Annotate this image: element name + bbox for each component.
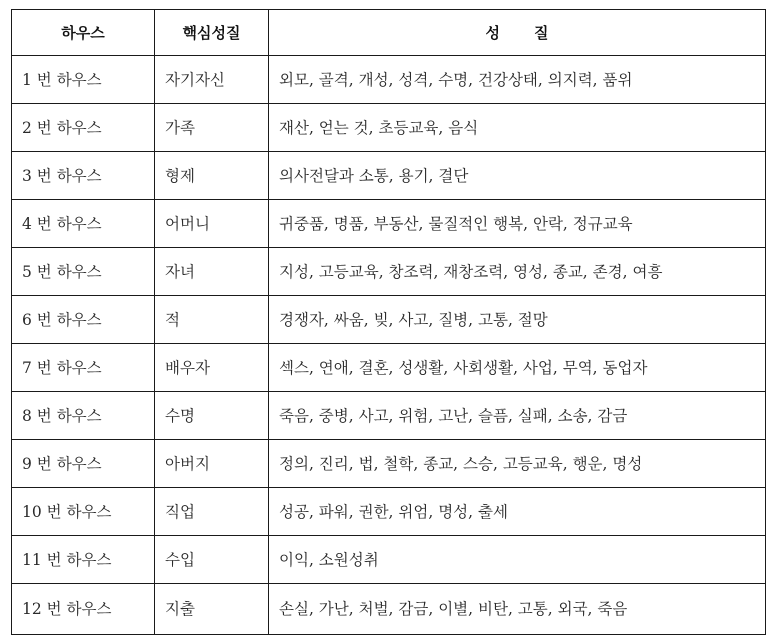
table-header [12, 10, 766, 56]
table-row [12, 440, 766, 488]
nature-cell: 지성, 고등교육, 창조력, 재창조력, 영성, 종교, 존경, 여흥 [269, 248, 766, 296]
nature-cell: 의사전달과 소통, 용기, 결단 [269, 152, 766, 200]
nature-cell: 섹스, 연애, 결혼, 성생활, 사회생활, 사업, 무역, 동업자 [269, 344, 766, 392]
header-house: 하우스 [12, 10, 155, 56]
table-row [12, 392, 766, 440]
house-cell: 9 번 하우스 [12, 440, 155, 488]
core-cell: 수명 [155, 392, 269, 440]
house-cell: 3 번 하우스 [12, 152, 155, 200]
nature-cell: 정의, 진리, 법, 철학, 종교, 스승, 고등교육, 행운, 명성 [269, 440, 766, 488]
nature-cell: 재산, 얻는 것, 초등교육, 음식 [269, 104, 766, 152]
core-cell: 지출 [155, 584, 269, 635]
nature-cell: 귀중품, 명품, 부동산, 물질적인 행복, 안락, 정규교육 [269, 200, 766, 248]
nature-cell: 성공, 파워, 권한, 위엄, 명성, 출세 [269, 488, 766, 536]
house-cell: 11 번 하우스 [12, 536, 155, 584]
house-cell: 6 번 하우스 [12, 296, 155, 344]
core-cell: 자기자신 [155, 56, 269, 104]
core-cell: 아버지 [155, 440, 269, 488]
table-row [12, 56, 766, 104]
table-row [12, 584, 766, 635]
house-cell: 12 번 하우스 [12, 584, 155, 635]
header-core: 핵심성질 [155, 10, 269, 56]
header-nature: 성질 [269, 10, 766, 56]
house-cell: 5 번 하우스 [12, 248, 155, 296]
core-cell: 수입 [155, 536, 269, 584]
header-row [12, 10, 766, 56]
core-cell: 배우자 [155, 344, 269, 392]
nature-cell: 이익, 소원성취 [269, 536, 766, 584]
table-row [12, 488, 766, 536]
house-cell: 8 번 하우스 [12, 392, 155, 440]
house-cell: 4 번 하우스 [12, 200, 155, 248]
table-body [12, 56, 766, 635]
nature-cell: 경쟁자, 싸움, 빚, 사고, 질병, 고통, 절망 [269, 296, 766, 344]
core-cell: 직업 [155, 488, 269, 536]
nature-cell: 외모, 골격, 개성, 성격, 수명, 건강상태, 의지력, 품위 [269, 56, 766, 104]
table-row [12, 344, 766, 392]
core-cell: 형제 [155, 152, 269, 200]
nature-cell: 손실, 가난, 처벌, 감금, 이별, 비탄, 고통, 외국, 죽음 [269, 584, 766, 635]
core-cell: 어머니 [155, 200, 269, 248]
house-cell: 2 번 하우스 [12, 104, 155, 152]
table-row [12, 248, 766, 296]
house-cell: 7 번 하우스 [12, 344, 155, 392]
table-row [12, 200, 766, 248]
table-row [12, 536, 766, 584]
table-row [12, 104, 766, 152]
core-cell: 적 [155, 296, 269, 344]
table-row [12, 296, 766, 344]
table-row [12, 152, 766, 200]
nature-cell: 죽음, 중병, 사고, 위험, 고난, 슬픔, 실패, 소송, 감금 [269, 392, 766, 440]
house-table [11, 9, 766, 635]
house-cell: 1 번 하우스 [12, 56, 155, 104]
core-cell: 가족 [155, 104, 269, 152]
house-cell: 10 번 하우스 [12, 488, 155, 536]
core-cell: 자녀 [155, 248, 269, 296]
